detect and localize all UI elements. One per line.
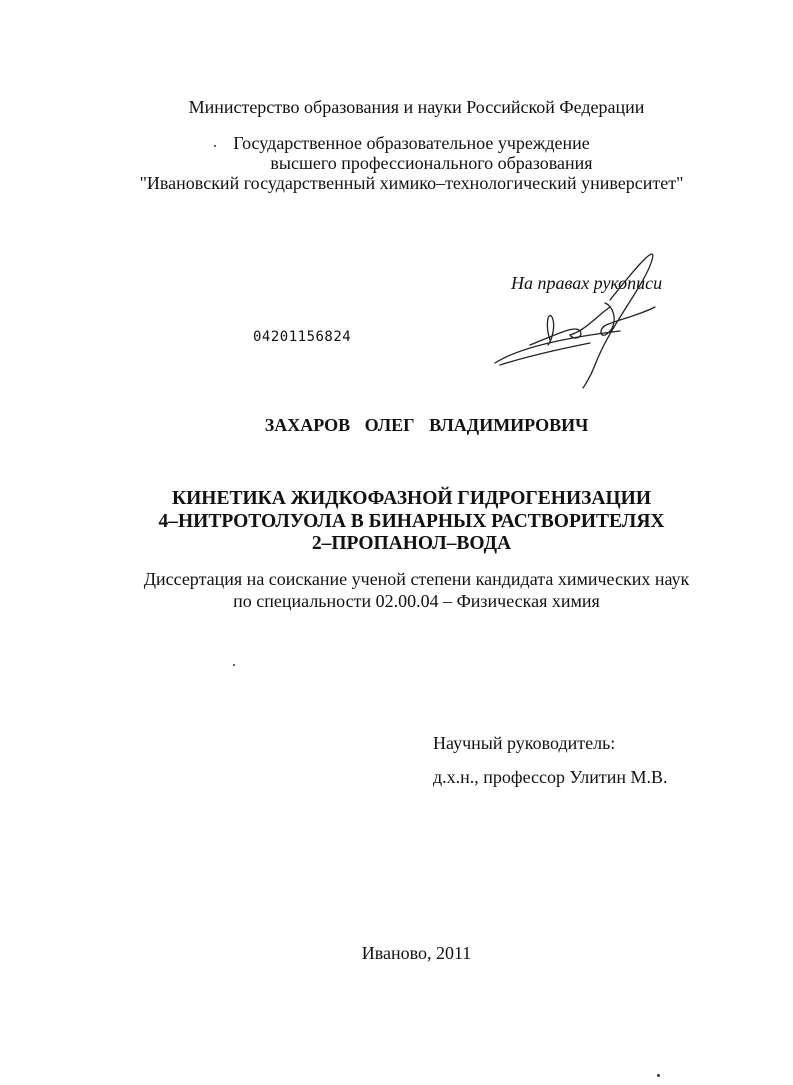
author-name: ЗАХАРОВ ОЛЕГ ВЛАДИМИРОВИЧ: [264, 415, 589, 435]
scan-speck: [214, 145, 216, 147]
institution-line-1: Государственное образовательное учреждение: [233, 133, 590, 153]
catalog-number: 04201156824: [253, 329, 352, 345]
thesis-title-line-2: 4–НИТРОТОЛУОЛА В БИНАРНЫХ РАСТВОРИТЕЛЯХ: [158, 511, 665, 532]
dissertation-degree-line: Диссертация на соискание ученой степени кандидата химических наук: [143, 569, 690, 589]
signature-icon: [490, 245, 670, 390]
supervisor-label: Научный руководитель:: [433, 733, 616, 753]
dissertation-specialty-line: по специальности 02.00.04 – Физическая химия: [233, 591, 600, 611]
institution-line-2: высшего профессионального образования: [270, 153, 593, 173]
thesis-title-line-3: 2–ПРОПАНОЛ–ВОДА: [311, 533, 512, 554]
thesis-title-line-1: КИНЕТИКА ЖИДКОФАЗНОЙ ГИДРОГЕНИЗАЦИИ: [171, 488, 652, 509]
scan-speck: [233, 664, 235, 666]
manuscript-note: На правах рукописи: [511, 273, 663, 293]
supervisor-name: д.х.н., профессор Улитин М.В.: [433, 767, 668, 787]
scan-speck: [657, 1074, 660, 1077]
institution-line-3: "Ивановский государственный химико–технологический университет": [139, 173, 684, 193]
ministry-name: Министерство образования и науки Российской Федерации: [188, 97, 645, 117]
place-and-year: Иваново, 2011: [361, 943, 472, 963]
